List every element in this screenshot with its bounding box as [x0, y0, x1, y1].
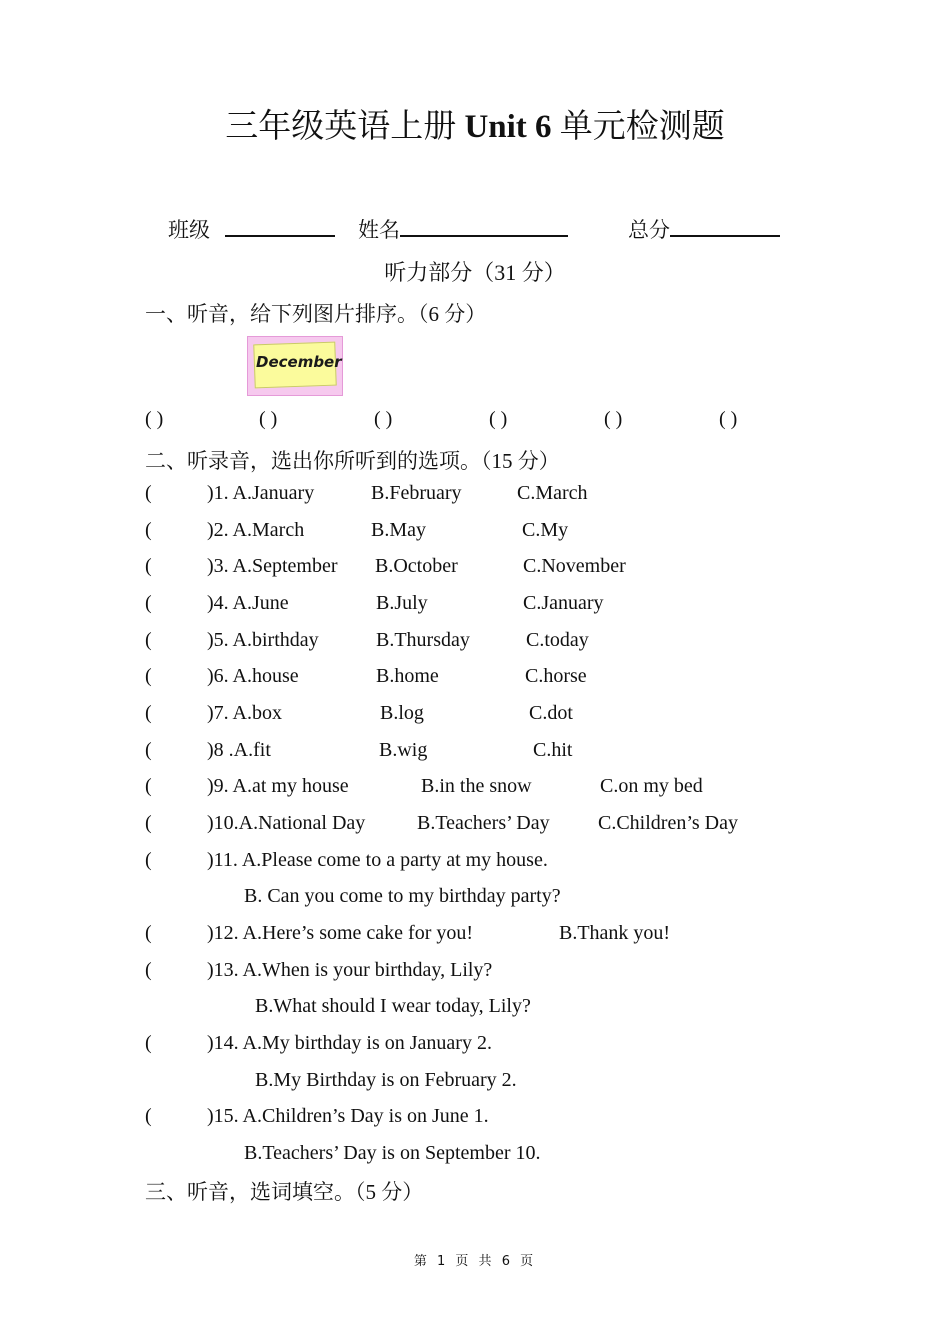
section1-heading: 一、听音，给下列图片排序。（6 分）	[145, 302, 487, 326]
question-row	[145, 922, 845, 952]
answer-paren[interactable]: (	[145, 702, 152, 724]
order-blank-1[interactable]: ( )	[145, 408, 164, 430]
question-option-b: B. Can you come to my birthday party?	[244, 885, 561, 907]
answer-paren[interactable]: (	[145, 665, 152, 687]
score-label: 总分	[628, 218, 670, 242]
question-option-b: B.Teachers’ Day is on September 10.	[244, 1142, 541, 1164]
question-option-a: )12. A.Here’s some cake for you!	[207, 922, 474, 944]
question-option-a: )14. A.My birthday is on January 2.	[207, 1032, 492, 1054]
question-option-a: )13. A.When is your birthday, Lily?	[207, 959, 493, 981]
question-row	[145, 665, 845, 695]
name-label: 姓名	[358, 218, 400, 242]
order-blank-6[interactable]: ( )	[719, 408, 738, 430]
answer-paren[interactable]: (	[145, 775, 152, 797]
question-option-c: C.horse	[525, 665, 587, 687]
order-blank-4[interactable]: ( )	[489, 408, 508, 430]
order-blank-5[interactable]: ( )	[604, 408, 623, 430]
order-blank-2[interactable]: ( )	[259, 408, 278, 430]
question-option-c: C.dot	[529, 702, 573, 724]
question-option-c: C.March	[517, 482, 588, 504]
order-blank-3[interactable]: ( )	[374, 408, 393, 430]
answer-paren[interactable]: (	[145, 1105, 152, 1127]
question-option-a: )8 .A.fit	[207, 739, 271, 761]
answer-paren[interactable]: (	[145, 1032, 152, 1054]
answer-paren[interactable]: (	[145, 849, 152, 871]
question-option-c: C.hit	[533, 739, 573, 761]
question-option-a: )11. A.Please come to a party at my house.	[207, 849, 548, 871]
title-unit: Unit 6	[464, 109, 552, 145]
question-option-b: B.May	[371, 519, 426, 541]
class-field	[168, 214, 335, 244]
answer-paren[interactable]: (	[145, 519, 152, 541]
question-option-a: )5. A.birthday	[207, 629, 319, 651]
page-title	[0, 100, 950, 147]
question-option-b: B.wig	[379, 739, 428, 761]
question-row	[145, 629, 845, 659]
question-row	[145, 959, 845, 989]
answer-paren[interactable]: (	[145, 592, 152, 614]
december-word: December	[256, 353, 342, 371]
question-row	[145, 592, 845, 622]
question-row	[145, 1032, 845, 1062]
question-option-c: C.Children’s Day	[598, 812, 738, 834]
question-row	[145, 1105, 845, 1135]
answer-paren[interactable]: (	[145, 922, 152, 944]
question-row	[145, 775, 845, 805]
class-blank[interactable]	[225, 215, 335, 237]
question-option-a: )10.A.National Day	[207, 812, 366, 834]
question-option-c: C.today	[526, 629, 589, 651]
question-option-c: C.My	[522, 519, 569, 541]
question-option-a: )4. A.June	[207, 592, 289, 614]
answer-paren[interactable]: (	[145, 959, 152, 981]
name-blank[interactable]	[400, 215, 568, 237]
question-option-c: C.November	[523, 555, 626, 577]
page-footer: 第 1 页 共 6 页	[413, 1254, 537, 1269]
answer-paren[interactable]: (	[145, 739, 152, 761]
question-option-b: B.log	[380, 702, 424, 724]
question-option-a: )2. A.March	[207, 519, 305, 541]
question-option-b: B.My Birthday is on February 2.	[255, 1069, 517, 1091]
answer-paren[interactable]: (	[145, 482, 152, 504]
question-option-b: B.home	[376, 665, 439, 687]
question-option-b: B.February	[371, 482, 462, 504]
question-option-b: B.in the snow	[421, 775, 532, 797]
question-option-b: B.Thank you!	[559, 922, 671, 944]
title-prefix: 三年级英语上册	[225, 109, 465, 145]
question-option-b: B.July	[376, 592, 428, 614]
class-label: 班级	[168, 218, 210, 242]
question-option-a: )6. A.house	[207, 665, 299, 687]
answer-paren[interactable]: (	[145, 555, 152, 577]
question-option-c: C.on my bed	[600, 775, 703, 797]
question-row	[145, 849, 845, 879]
question-option-a: )3. A.September	[207, 555, 338, 577]
question-option-b: B.What should I wear today, Lily?	[255, 995, 531, 1017]
question-option-a: )9. A.at my house	[207, 775, 349, 797]
question-row	[145, 812, 845, 842]
answer-paren[interactable]: (	[145, 629, 152, 651]
question-row	[145, 702, 845, 732]
section2-heading: 二、听录音，选出你所听到的选项。（15 分）	[145, 449, 560, 473]
question-row	[145, 519, 845, 549]
section3-heading: 三、听音，选词填空。（5 分）	[145, 1180, 424, 1204]
answer-paren[interactable]: (	[145, 812, 152, 834]
question-option-b: B.Thursday	[376, 629, 470, 651]
december-picture	[247, 336, 343, 396]
question-row	[145, 555, 845, 585]
question-option-c: C.January	[523, 592, 604, 614]
question-row	[145, 482, 845, 512]
question-row	[145, 739, 845, 769]
question-option-b: B.Teachers’ Day	[417, 812, 550, 834]
question-option-a: )7. A.box	[207, 702, 282, 724]
name-field	[358, 214, 568, 244]
question-option-b: B.October	[375, 555, 458, 577]
question-option-a: )15. A.Children’s Day is on June 1.	[207, 1105, 489, 1127]
score-field	[628, 214, 780, 244]
score-blank[interactable]	[670, 215, 780, 237]
question-option-a: )1. A.January	[207, 482, 315, 504]
title-suffix: 单元检测题	[551, 109, 725, 145]
listening-header: 听力部分（31 分）	[384, 260, 566, 285]
